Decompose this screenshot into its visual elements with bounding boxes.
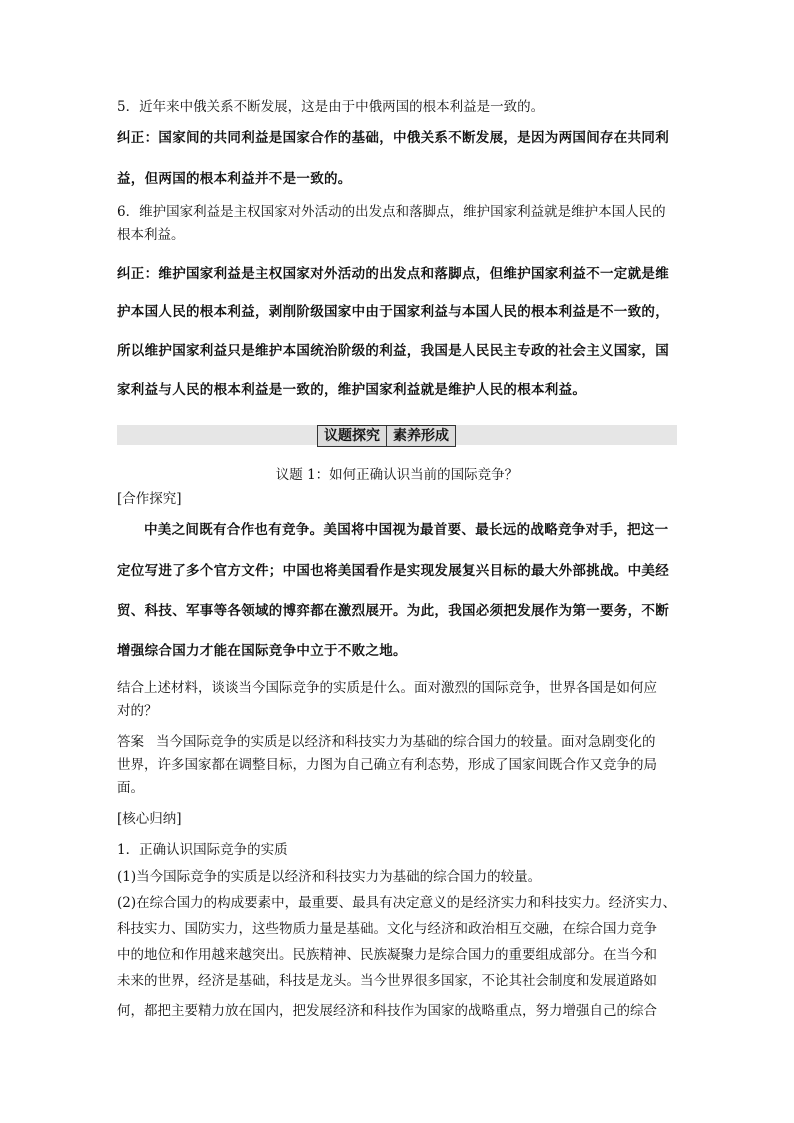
correction-6-line-3: 所以维护国家利益只是维护本国统治阶级的利益，我国是人民民主专政的社会主义国家，国 — [117, 343, 669, 359]
answer-line-3: 面。 — [117, 780, 144, 796]
core-point-2-line-1: (2)在综合国力的构成要素中，最重要、最具有决定意义的是经济实力和科技实力。经济实力、 — [117, 895, 677, 911]
correction-6-line-1: 纠正：维护国家利益是主权国家对外活动的出发点和落脚点，但维护国家利益不一定就是维 — [117, 266, 669, 282]
core-label: [核心归纳] — [117, 811, 182, 827]
answer-line-1 — [117, 731, 677, 753]
core-point-2-line-5: 何，都把主要精力放在国内，把发展经济和科技作为国家的战略重点，努力增强自己的综合 — [117, 1003, 657, 1019]
topic-title: 议题 1：如何正确认识当前的国际竞争？ — [275, 467, 519, 483]
correction-5-line-1: 纠正：国家间的共同利益是国家合作的基础，中俄关系不断发展，是因为两国间存在共同利 — [117, 130, 669, 146]
core-heading: 1．正确认识国际竞争的实质 — [117, 842, 288, 858]
answer-line-2: 世界，许多国家都在调整目标，力图为自己确立有利态势，形成了国家间既合作又竞争的局 — [117, 757, 657, 773]
statement-6-line-2: 根本利益。 — [117, 227, 185, 243]
banner-left-label: 议题探究 — [324, 428, 380, 444]
banner-right-label: 素养形成 — [386, 426, 455, 446]
answer-label: 答案 — [117, 734, 144, 750]
material-line-2: 定位写进了多个官方文件；中国也将美国看作是实现发展复兴目标的最大外部挑战。中美经 — [117, 563, 669, 579]
material-line-3: 贸、科技、军事等各领域的博弈都在激烈展开。为此，我国必须把发展作为第一要务，不断 — [117, 603, 669, 619]
statement-6-line-1: 6．维护国家利益是主权国家对外活动的出发点和落脚点，维护国家利益就是维护本国人民的 — [117, 204, 666, 220]
statement-5: 5．近年来中俄关系不断发展，这是由于中俄两国的根本利益是一致的。 — [117, 99, 545, 115]
core-point-2-line-4: 未来的世界，经济是基础，科技是龙头。当今世界很多国家，不论其社会制度和发展道路如 — [117, 973, 657, 989]
section-banner — [317, 425, 456, 447]
question-line-2: 对的？ — [117, 703, 158, 719]
core-point-1: (1)当今国际竞争的实质是以经济和科技实力为基础的综合国力的较量。 — [117, 869, 542, 885]
core-point-2-line-3: 中的地位和作用越来越突出。民族精神、民族凝聚力是综合国力的重要组成部分。在当今和 — [117, 947, 657, 963]
question-line-1: 结合上述材料，谈谈当今国际竞争的实质是什么。面对激烈的国际竞争，世界各国是如何应 — [117, 680, 657, 696]
correction-6-line-2: 护本国人民的根本利益，剥削阶级国家中由于国家利益与本国人民的根本利益是不一致的， — [117, 304, 669, 320]
answer-text: 当今国际竞争的实质是以经济和科技实力为基础的综合国力的较量。面对急剧变化的 — [156, 734, 656, 750]
coop-label: [合作探究] — [117, 491, 182, 507]
core-point-2-line-2: 科技实力、国防实力，这些物质力量是基础。文化与经济和政治相互交融，在综合国力竞争 — [117, 921, 657, 937]
material-line-1: 中美之间既有合作也有竞争。美国将中国视为最首要、最长远的战略竞争对手，把这一 — [144, 522, 669, 538]
correction-5-line-2: 益，但两国的根本利益并不是一致的。 — [117, 171, 352, 187]
material-line-4: 增强综合国力才能在国际竞争中立于不败之地。 — [117, 643, 407, 659]
correction-6-line-4: 家利益与人民的根本利益是一致的，维护国家利益就是维护人民的根本利益。 — [117, 382, 587, 398]
